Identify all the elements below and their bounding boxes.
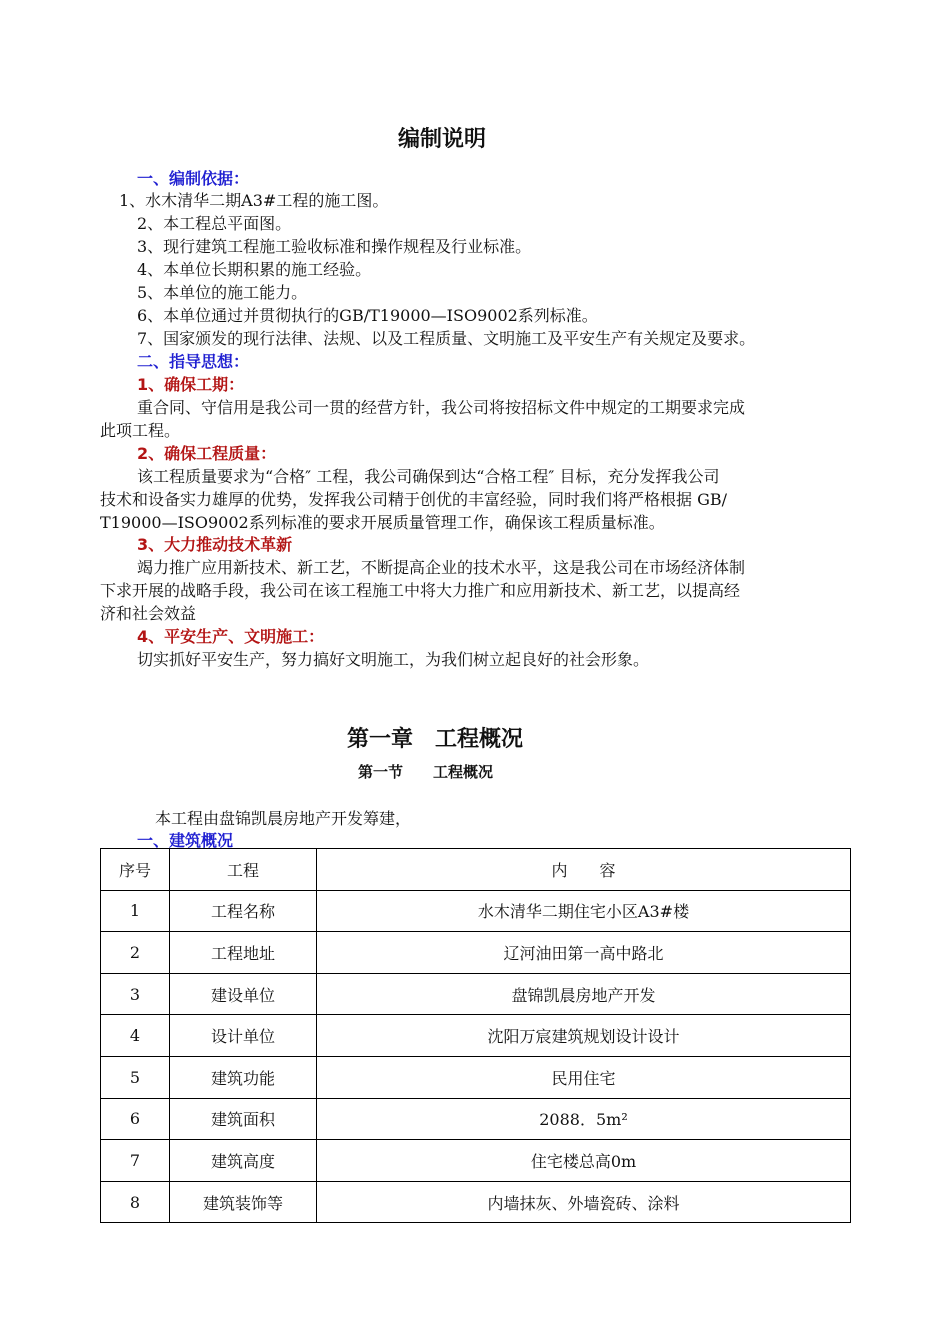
row-item: 建筑面积 <box>170 1098 317 1140</box>
page-title: 编制说明 <box>398 127 487 152</box>
g4-heading: 4、平安生产、文明施工： <box>137 627 325 646</box>
basis-item-4: 4、本单位长期积累的施工经验。 <box>137 260 372 279</box>
table-row <box>101 1056 851 1098</box>
table-row <box>101 1098 851 1140</box>
basis-item-3: 3、现行建筑工程施工验收标准和操作规程及行业标准。 <box>137 237 532 256</box>
g2-line-2: 技术和设备实力雄厚的优势，发挥我公司精于创优的丰富经验，同时我们将严格根据 GB/ <box>100 490 728 509</box>
table-row <box>101 1140 851 1182</box>
row-item: 建筑功能 <box>170 1056 317 1098</box>
row-content: 内墙抹灰、外墙瓷砖、涂料 <box>317 1181 851 1223</box>
row-content: 盘锦凯晨房地产开发 <box>317 973 851 1015</box>
row-index: 6 <box>101 1098 170 1140</box>
building-heading: 一、建筑概况 <box>137 831 234 850</box>
row-index: 2 <box>101 932 170 974</box>
basis-item-2: 2、本工程总平面图。 <box>137 214 292 233</box>
building-info-table <box>100 848 851 1223</box>
guiding-heading: 二、指导思想： <box>137 352 250 371</box>
g2-heading: 2、确保工程质量： <box>137 444 277 463</box>
basis-item-1: 1、水木清华二期A3#工程的施工图。 <box>119 191 389 210</box>
row-index: 8 <box>101 1181 170 1223</box>
row-content: 辽河油田第一高中路北 <box>317 932 851 974</box>
table-header-row <box>101 849 851 891</box>
row-item: 建设单位 <box>170 973 317 1015</box>
row-item: 工程名称 <box>170 890 317 932</box>
row-item: 设计单位 <box>170 1015 317 1057</box>
table-row <box>101 1015 851 1057</box>
row-index: 1 <box>101 890 170 932</box>
row-item: 工程地址 <box>170 932 317 974</box>
basis-item-7: 7、国家颁发的现行法律、法规、以及工程质量、文明施工及平安生产有关规定及要求。 <box>137 329 756 348</box>
row-content: 沈阳万宸建筑规划设计设计 <box>317 1015 851 1057</box>
row-content: 民用住宅 <box>317 1056 851 1098</box>
g1-line-1: 重合同、守信用是我公司一贯的经营方针，我公司将按招标文件中规定的工期要求完成 <box>137 398 746 417</box>
row-index: 4 <box>101 1015 170 1057</box>
g1-line-2: 此项工程。 <box>100 421 181 440</box>
header-item: 工程 <box>170 849 317 891</box>
row-index: 5 <box>101 1056 170 1098</box>
table-row <box>101 973 851 1015</box>
table-row <box>101 1181 851 1223</box>
g3-line-3: 济和社会效益 <box>100 604 197 623</box>
row-index: 7 <box>101 1140 170 1182</box>
table-row <box>101 890 851 932</box>
g3-heading: 3、大力推动技术革新 <box>137 535 293 554</box>
basis-heading: 一、编制依据： <box>137 169 250 188</box>
header-index: 序号 <box>101 849 170 891</box>
row-item: 建筑高度 <box>170 1140 317 1182</box>
g2-line-1: 该工程质量要求为“合格″ 工程，我公司确保到达“合格工程″ 目标，充分发挥我公司 <box>137 467 720 486</box>
intro-text: 本工程由盘锦凯晨房地产开发筹建， <box>155 809 412 828</box>
row-content: 水木清华二期住宅小区A3#楼 <box>317 890 851 932</box>
row-content: 2088．5m² <box>317 1098 851 1140</box>
basis-item-6: 6、本单位通过并贯彻执行的GB/T19000—ISO9002系列标准。 <box>137 306 598 325</box>
g4-line-1: 切实抓好平安生产，努力搞好文明施工，为我们树立起良好的社会形象。 <box>137 650 650 669</box>
row-index: 3 <box>101 973 170 1015</box>
g3-line-2: 下求开展的战略手段，我公司在该工程施工中将大力推广和应用新技术、新工艺，以提高经 <box>100 581 741 600</box>
row-item: 建筑装饰等 <box>170 1181 317 1223</box>
basis-item-5: 5、本单位的施工能力。 <box>137 283 308 302</box>
table-row <box>101 932 851 974</box>
g2-line-3: T19000—ISO9002系列标准的要求开展质量管理工作，确保该工程质量标准。 <box>100 513 665 532</box>
g3-line-1: 竭力推广应用新技术、新工艺，不断提高企业的技术水平，这是我公司在市场经济体制 <box>137 558 746 577</box>
section-title: 第一节 工程概况 <box>358 763 494 781</box>
header-content: 内 容 <box>317 849 851 891</box>
chapter-title: 第一章 工程概况 <box>347 727 524 752</box>
row-content: 住宅楼总高0m <box>317 1140 851 1182</box>
g1-heading: 1、确保工期： <box>137 375 245 394</box>
